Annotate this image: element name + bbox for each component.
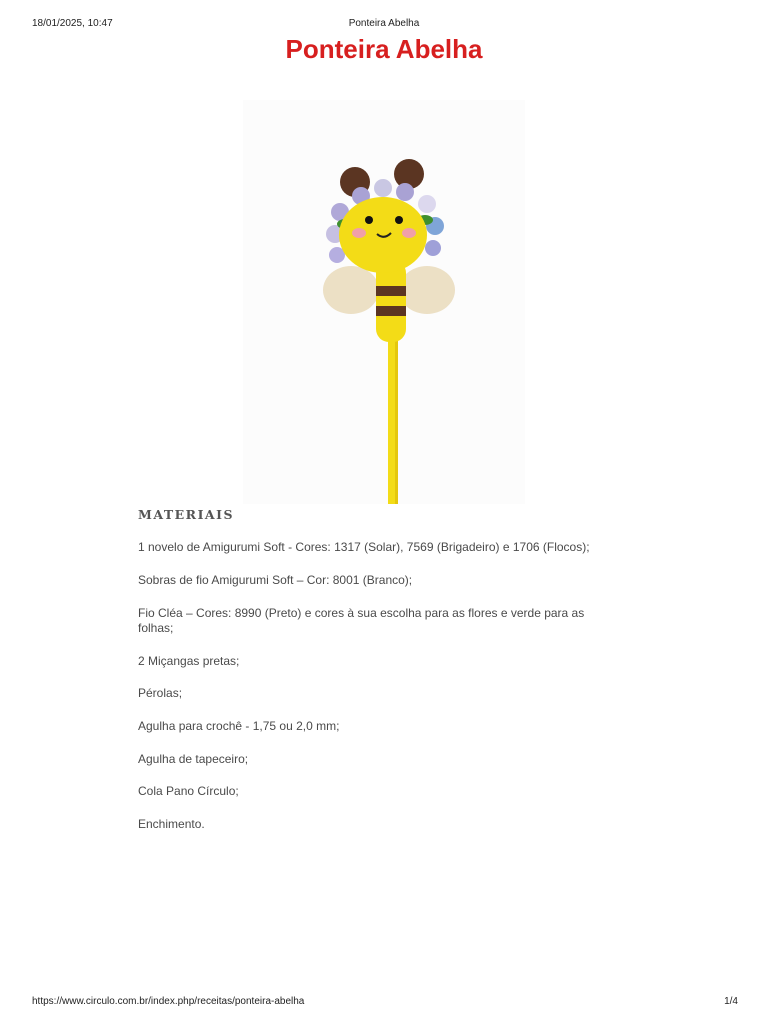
- print-datetime: 18/01/2025, 10:47: [32, 18, 113, 29]
- bee-illustration: [243, 100, 525, 504]
- material-item: Sobras de fio Amigurumi Soft – Cor: 8001 (Branco);: [138, 573, 413, 587]
- page-title: Ponteira Abelha: [285, 34, 483, 64]
- material-item: Cola Pano Círculo;: [138, 784, 239, 798]
- material-item: 2 Miçangas pretas;: [138, 654, 240, 668]
- print-page-title: Ponteira Abelha: [348, 18, 420, 29]
- print-url: https://www.circulo.com.br/index.php/receitas/ponteira-abelha: [32, 996, 305, 1007]
- material-item: Enchimento.: [138, 817, 205, 831]
- material-item: Pérolas;: [138, 686, 183, 700]
- material-item: Agulha de tapeceiro;: [138, 752, 249, 766]
- material-item: 1 novelo de Amigurumi Soft - Cores: 1317 (Solar), 7569 (Brigadeiro) e 1706 (Flocos);: [138, 540, 590, 554]
- materials-heading: MATERIAIS: [138, 507, 234, 522]
- print-page-number: 1/4: [724, 996, 738, 1007]
- material-item: Agulha para crochê - 1,75 ou 2,0 mm;: [138, 719, 340, 733]
- crochet-bee-pencil-topper-photo: [243, 100, 525, 504]
- material-item: Fio Cléa – Cores: 8990 (Preto) e cores à sua escolha para as flores e verde para as folhas;: [138, 606, 585, 635]
